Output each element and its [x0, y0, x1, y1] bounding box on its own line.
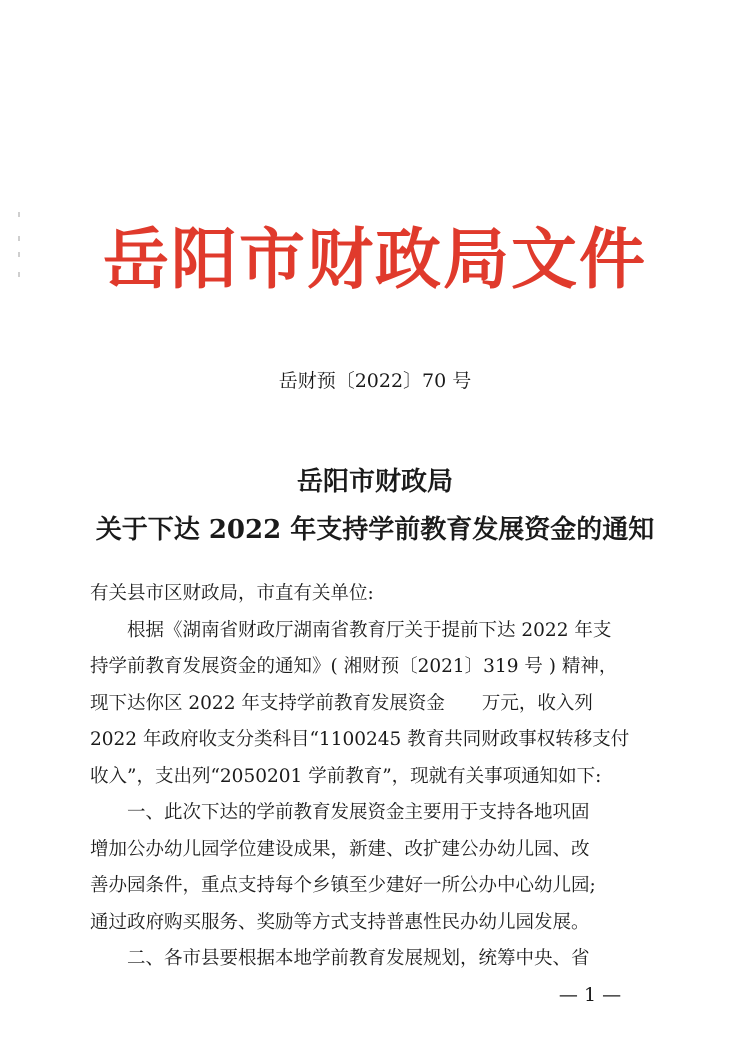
document-number: 岳财预〔2022〕70 号: [278, 370, 472, 392]
notice-title-line-2: 关于下达 2022 年支持学前教育发展资金的通知: [95, 515, 655, 545]
notice-body: [90, 576, 650, 978]
notice-title: [0, 458, 750, 554]
body-line: 有关县市区财政局，市直有关单位:: [90, 583, 374, 604]
body-line: 善办园条件，重点支持每个乡镇至少建好一所公办中心幼儿园;: [90, 875, 596, 896]
body-line: 2022 年政府收支分类科目“1100245 教育共同财政事权转移支付: [90, 729, 630, 750]
notice-title-line-1: 岳阳市财政局: [296, 467, 453, 497]
page-number: — 1 —: [558, 984, 622, 1006]
body-line: 现下达你区 2022 年支持学前教育发展资金 万元，收入列: [90, 692, 593, 714]
body-line: 通过政府购买服务、奖励等方式支持普惠性民办幼儿园发展。: [90, 911, 590, 933]
body-line: 持学前教育发展资金的通知》( 湘财预〔2021〕319 号 ) 精神，: [90, 656, 618, 677]
body-line: 一、此次下达的学前教育发展资金主要用于支持各地巩固: [127, 802, 590, 823]
body-line: 二、各市县要根据本地学前教育发展规划，统筹中央、省: [127, 948, 590, 969]
body-line: 增加公办幼儿园学位建设成果，新建、改扩建公办幼儿园、改: [90, 838, 590, 860]
body-line: 收入”，支出列“2050201 学前教育”，现就有关事项通知如下:: [90, 765, 602, 787]
document-header-title: 岳阳市财政局文件: [103, 220, 647, 298]
body-line: 根据《湖南省财政厅湖南省教育厅关于提前下达 2022 年支: [127, 619, 612, 641]
